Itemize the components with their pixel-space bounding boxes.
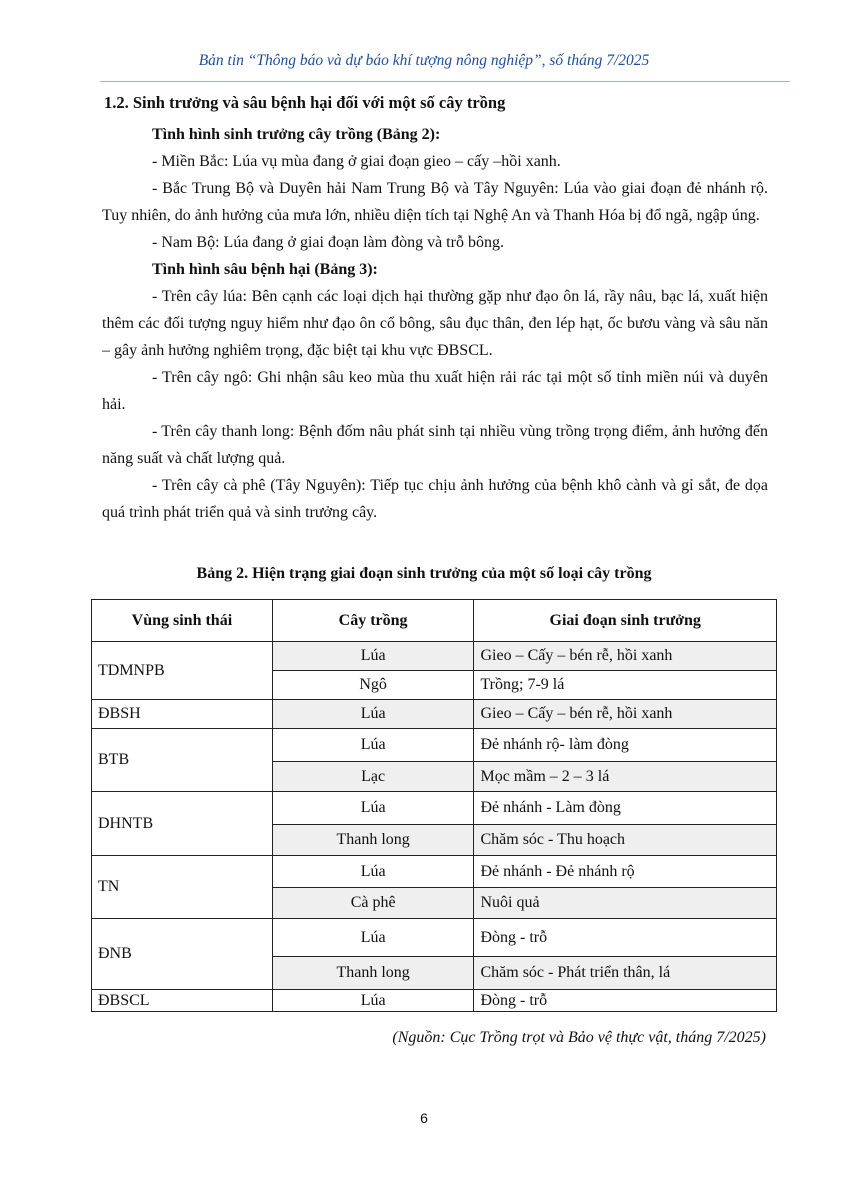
stage-cell: Đòng - trỗ xyxy=(474,919,777,957)
crop-cell: Ngô xyxy=(272,671,474,700)
region-cell: BTB xyxy=(92,729,273,792)
crop-cell: Thanh long xyxy=(272,957,474,990)
crop-cell: Lúa xyxy=(272,919,474,957)
table-row xyxy=(92,700,777,729)
header-crop: Cây trồng xyxy=(272,600,474,642)
region-cell: ĐBSCL xyxy=(92,990,273,1012)
growth-paragraph: - Nam Bộ: Lúa đang ở giai đoạn làm đòng và trỗ bông. xyxy=(152,234,504,251)
stage-cell: Đẻ nhánh - Làm đòng xyxy=(474,792,777,825)
table-row xyxy=(92,990,777,1012)
stage-cell: Gieo – Cấy – bén rễ, hồi xanh xyxy=(474,642,777,671)
table-body xyxy=(92,642,777,1012)
region-cell: ĐNB xyxy=(92,919,273,990)
pests-paragraph: - Trên cây ngô: Ghi nhận sâu keo mùa thu xuất hiện rải rác tại một số tỉnh miền núi và duyên hải. xyxy=(102,369,768,413)
stage-cell: Gieo – Cấy – bén rễ, hồi xanh xyxy=(474,700,777,729)
pests-heading: Tình hình sâu bệnh hại (Bảng 3): xyxy=(152,261,378,278)
bulletin-header: Bản tin “Thông báo và dự báo khí tượng nông nghiệp”, số tháng 7/2025 xyxy=(198,52,650,69)
crop-cell: Lúa xyxy=(272,700,474,729)
crop-cell: Lúa xyxy=(272,729,474,762)
header-region: Vùng sinh thái xyxy=(92,600,273,642)
table-source-note: (Nguồn: Cục Trồng trọt và Bảo vệ thực vật, tháng 7/2025) xyxy=(392,1029,766,1046)
table-row xyxy=(92,856,777,888)
pests-paragraph: - Trên cây thanh long: Bệnh đốm nâu phát sinh tại nhiều vùng trồng trọng điểm, ảnh hưởng đến năng suất và chất lượng quả. xyxy=(102,423,768,467)
stage-cell: Đòng - trỗ xyxy=(474,990,777,1012)
region-cell: DHNTB xyxy=(92,792,273,856)
region-cell: TDMNPB xyxy=(92,642,273,700)
section-title: 1.2. Sinh trưởng và sâu bệnh hại đối với một số cây trồng xyxy=(104,93,506,112)
stage-cell: Chăm sóc - Thu hoạch xyxy=(474,825,777,856)
crop-cell: Lúa xyxy=(272,642,474,671)
stage-cell: Trồng; 7-9 lá xyxy=(474,671,777,700)
crop-cell: Cà phê xyxy=(272,888,474,919)
region-cell: TN xyxy=(92,856,273,919)
growth-stage-table xyxy=(91,599,777,1012)
growth-heading: Tình hình sinh trưởng cây trồng (Bảng 2): xyxy=(152,126,441,143)
body-text xyxy=(102,121,768,526)
crop-cell: Lúa xyxy=(272,792,474,825)
stage-cell: Đẻ nhánh - Đẻ nhánh rộ xyxy=(474,856,777,888)
growth-paragraph: - Miền Bắc: Lúa vụ mùa đang ở giai đoạn gieo – cấy –hồi xanh. xyxy=(152,153,561,170)
stage-cell: Chăm sóc - Phát triển thân, lá xyxy=(474,957,777,990)
stage-cell: Đẻ nhánh rộ- làm đòng xyxy=(474,729,777,762)
page-number: 6 xyxy=(420,1110,428,1126)
stage-cell: Nuôi quả xyxy=(474,888,777,919)
stage-cell: Mọc mầm – 2 – 3 lá xyxy=(474,762,777,792)
growth-paragraph: - Bắc Trung Bộ và Duyên hải Nam Trung Bộ và Tây Nguyên: Lúa vào giai đoạn đẻ nhánh rộ. Tuy nhiên, do ảnh hưởng của mưa lớn, nhiều diện tích tại Nghệ An và Thanh Hóa bị đổ ngã, ngập úng. xyxy=(102,180,768,224)
pests-paragraph: - Trên cây lúa: Bên cạnh các loại dịch hại thường gặp như đạo ôn lá, rầy nâu, bạc lá, xuất hiện thêm các đối tượng nguy hiểm như đạo ôn cổ bông, sâu đục thân, đen lép hạt, ốc bươu vàng và sâu năn – gây ảnh hưởng nghiêm trọng, đặc biệt tại khu vực ĐBSCL. xyxy=(102,288,768,359)
pests-paragraph: - Trên cây cà phê (Tây Nguyên): Tiếp tục chịu ảnh hưởng của bệnh khô cành và gỉ sắt, đe dọa quá trình phát triển quả và sinh trưởng cây. xyxy=(102,477,768,521)
table-row xyxy=(92,792,777,825)
region-cell: ĐBSH xyxy=(92,700,273,729)
crop-cell: Lúa xyxy=(272,990,474,1012)
crop-cell: Thanh long xyxy=(272,825,474,856)
header-stage: Giai đoạn sinh trưởng xyxy=(474,600,777,642)
crop-cell: Lạc xyxy=(272,762,474,792)
header-divider xyxy=(100,81,790,82)
crop-cell: Lúa xyxy=(272,856,474,888)
table-row xyxy=(92,642,777,671)
table-row xyxy=(92,729,777,762)
table-header-row xyxy=(92,600,777,642)
table-row xyxy=(92,919,777,957)
table-title: Bảng 2. Hiện trạng giai đoạn sinh trưởng của một số loại cây trồng xyxy=(196,565,652,582)
